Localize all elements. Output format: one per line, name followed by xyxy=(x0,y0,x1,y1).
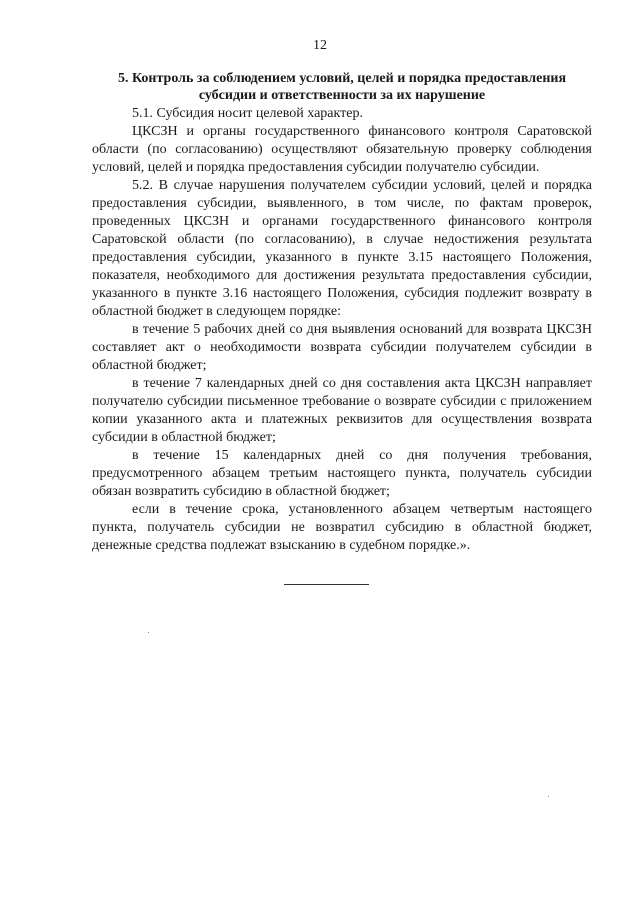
paragraph-5-days: в течение 5 рабочих дней со дня выявления оснований для возврата ЦКСЗН составляет акт о необходимости возврата субсидии получателем субсидии в областной бюджет; xyxy=(92,322,592,373)
paragraph-5-2: 5.2. В случае нарушения получателем субсидии условий, целей и порядка предоставления субсидии, выявленного, в том числе, по фактам проверок, проведенных ЦКСЗН и органами государственного финансового контроля Саратовской области (по согласованию), в случае недостижения результата предоставления субсидии, указанного в пункте 3.15 настоящего Положения, показателя, необходимого для достижения результата предоставления субсидии, указанного в пункте 3.16 настоящего Положения, субсидия подлежит возврату в областной бюджет в следующем порядке: xyxy=(92,178,592,319)
scan-speck xyxy=(148,632,149,633)
paragraph-court-recovery: если в течение срока, установленного абзацем четвертым настоящего пункта, получатель субсидии не возвратил субсидию в областной бюджет, денежные средства подлежат взысканию в судебном порядке.». xyxy=(92,502,592,553)
page-number: 12 xyxy=(313,38,327,53)
end-of-text-divider xyxy=(284,584,369,585)
paragraph-15-days: в течение 15 календарных дней со дня получения требования, предусмотренного абзацем третьим настоящего пункта, получатель субсидии обязан возвратить субсидию в областной бюджет; xyxy=(92,448,592,499)
document-body xyxy=(92,105,592,555)
paragraph-7-days: в течение 7 календарных дней со дня составления акта ЦКСЗН направляет получателю субсидии письменное требование о возврате субсидии с приложением копии указанного акта и платежных реквизитов для осуществления возврата субсидии в областной бюджет; xyxy=(92,376,592,445)
scan-speck xyxy=(548,796,549,797)
paragraph-5-1: 5.1. Субсидия носит целевой характер. xyxy=(132,106,363,121)
paragraph-control-bodies: ЦКСЗН и органы государственного финансового контроля Саратовской области (по согласованию) осуществляют обязательную проверку соблюдения условий, целей и порядка предоставления субсидии получателю субсидии. xyxy=(92,124,592,175)
section-heading: 5. Контроль за соблюдением условий, целей и порядка предоставления субсидии и ответственности за их нарушение xyxy=(117,71,567,103)
